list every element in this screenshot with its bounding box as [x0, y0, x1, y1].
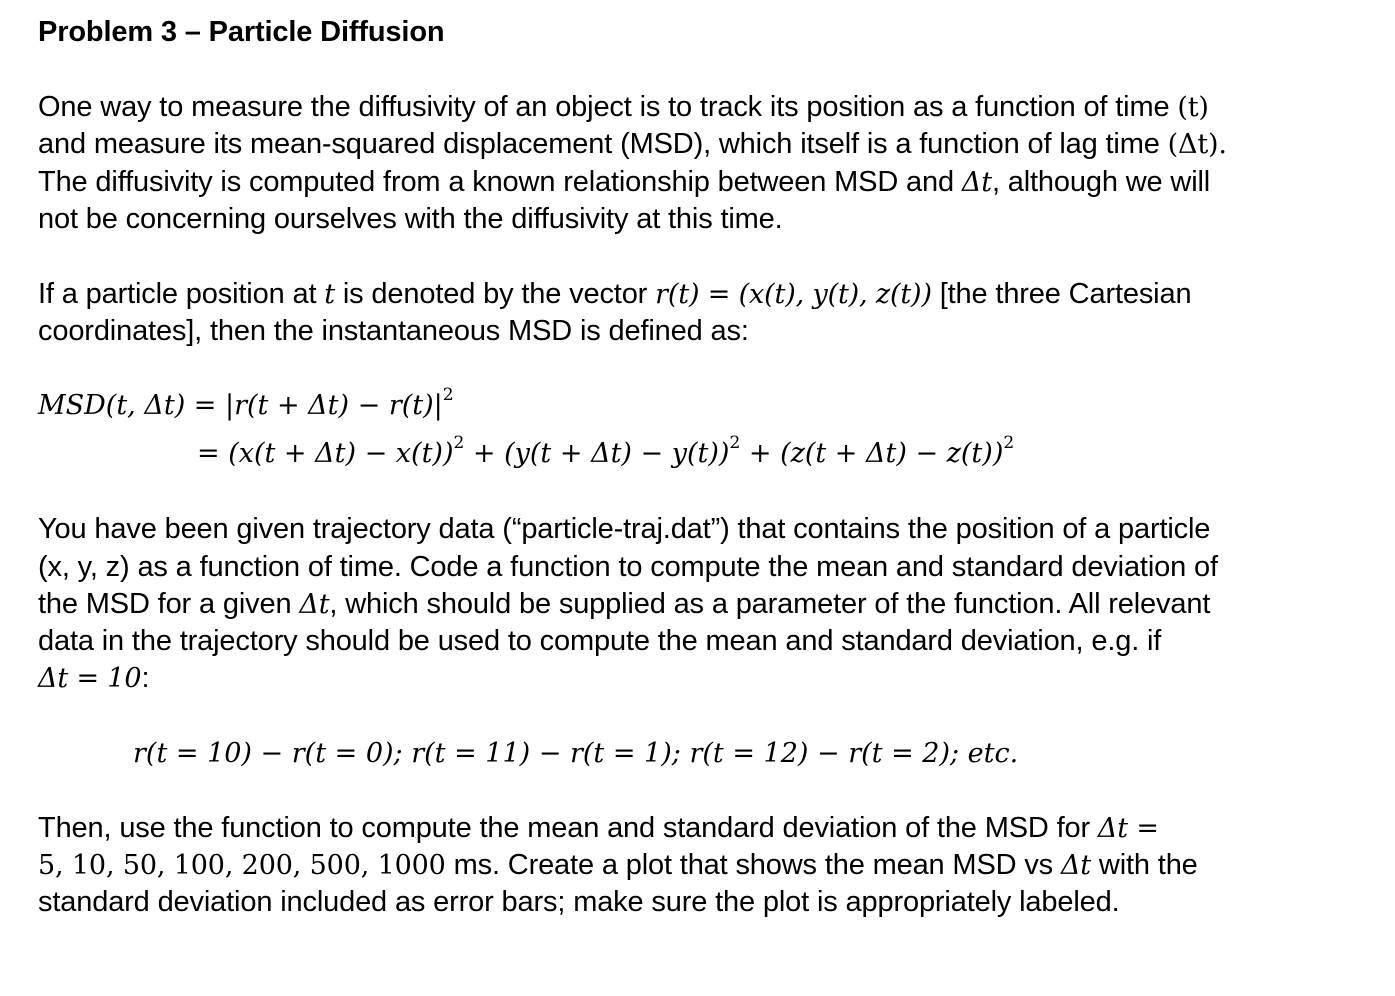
msd-equation-line-2: [197, 433, 1015, 472]
text-span: is denoted by the vector: [334, 278, 656, 310]
math-lag-time: (Δt).: [1167, 129, 1227, 160]
paragraph-2-line-2: coordinates], then the instantaneous MSD is defined as:: [38, 315, 749, 347]
text-span: the MSD for a given: [38, 588, 300, 620]
paragraph-4-line-3: standard deviation included as error bars; make sure the plot is appropriately labeled.: [38, 886, 1120, 918]
paragraph-3-line-5: [38, 660, 149, 697]
paragraph-4-line-2: [38, 847, 1198, 884]
exponent: 2: [1003, 433, 1015, 453]
text-span: ms. Create a plot that shows the mean MSD vs: [445, 849, 1061, 881]
text-span: One way to measure the diffusivity of an object is to track its position as a function of time: [38, 91, 1178, 123]
text-span: Then, use the function to compute the mean and standard deviation of the MSD for: [38, 812, 1098, 844]
paragraph-3-line-4: data in the trajectory should be used to compute the mean and standard deviation, e.g. if: [38, 625, 1162, 657]
paragraph-4-line-1: [38, 810, 1159, 847]
math-delta-t: Δt: [961, 167, 992, 198]
math-time: (t): [1177, 92, 1209, 123]
problem-title: Problem 3 – Particle Diffusion: [38, 16, 445, 48]
paragraph-1-line-4: not be concerning ourselves with the diffusivity at this time.: [38, 203, 783, 235]
math-delta-t-equals: Δt = 10: [38, 663, 142, 694]
math-delta-t: Δt: [299, 589, 330, 620]
text-span: , although we will: [991, 166, 1211, 198]
paragraph-3-line-3: [38, 586, 1210, 623]
paragraph-1-line-3: [38, 164, 1210, 201]
math-position-vector: r(t) = (x(t), y(t), z(t)): [655, 279, 932, 310]
equation-text: = (x(t + Δt) − x(t)): [197, 438, 454, 469]
text-span: and measure its mean-squared displacement (MSD), which itself is a function of lag time: [38, 128, 1168, 160]
equation-text: + (z(t + Δt) − z(t)): [740, 438, 1004, 469]
text-span: [the three Cartesian: [931, 278, 1192, 310]
msd-equation-line-1: [38, 385, 454, 424]
exponent: 2: [453, 433, 465, 453]
paragraph-2-line-1: [38, 276, 1191, 313]
exponent: 2: [442, 385, 454, 405]
text-span: If a particle position at: [38, 278, 325, 310]
text-span: with the: [1091, 849, 1198, 881]
math-delta-t-equals: Δt =: [1097, 813, 1159, 844]
paragraph-1-line-1: [38, 89, 1209, 126]
text-span: :: [141, 662, 150, 694]
math-lag-values: 5, 10, 50, 100, 200, 500, 1000: [38, 850, 446, 881]
example-equation: r(t = 10) − r(t = 0); r(t = 11) − r(t = 1); r(t = 12) − r(t = 2); etc.: [133, 738, 1019, 769]
text-span: , which should be supplied as a parameter of the function. All relevant: [329, 588, 1211, 620]
exponent: 2: [729, 433, 741, 453]
math-t: t: [324, 279, 335, 310]
equation-text: + (y(t + Δt) − y(t)): [464, 438, 730, 469]
paragraph-3-line-1: You have been given trajectory data (“particle-traj.dat”) that contains the position of a particle: [38, 513, 1211, 545]
paragraph-3-line-2: (x, y, z) as a function of time. Code a function to compute the mean and standard deviation of: [38, 551, 1218, 583]
text-span: The diffusivity is computed from a known relationship between MSD and: [38, 166, 962, 198]
math-delta-t: Δt: [1060, 850, 1092, 881]
paragraph-1-line-2: [38, 126, 1227, 163]
equation-text: MSD(t, Δt) = |r(t + Δt) − r(t)|: [38, 390, 443, 421]
